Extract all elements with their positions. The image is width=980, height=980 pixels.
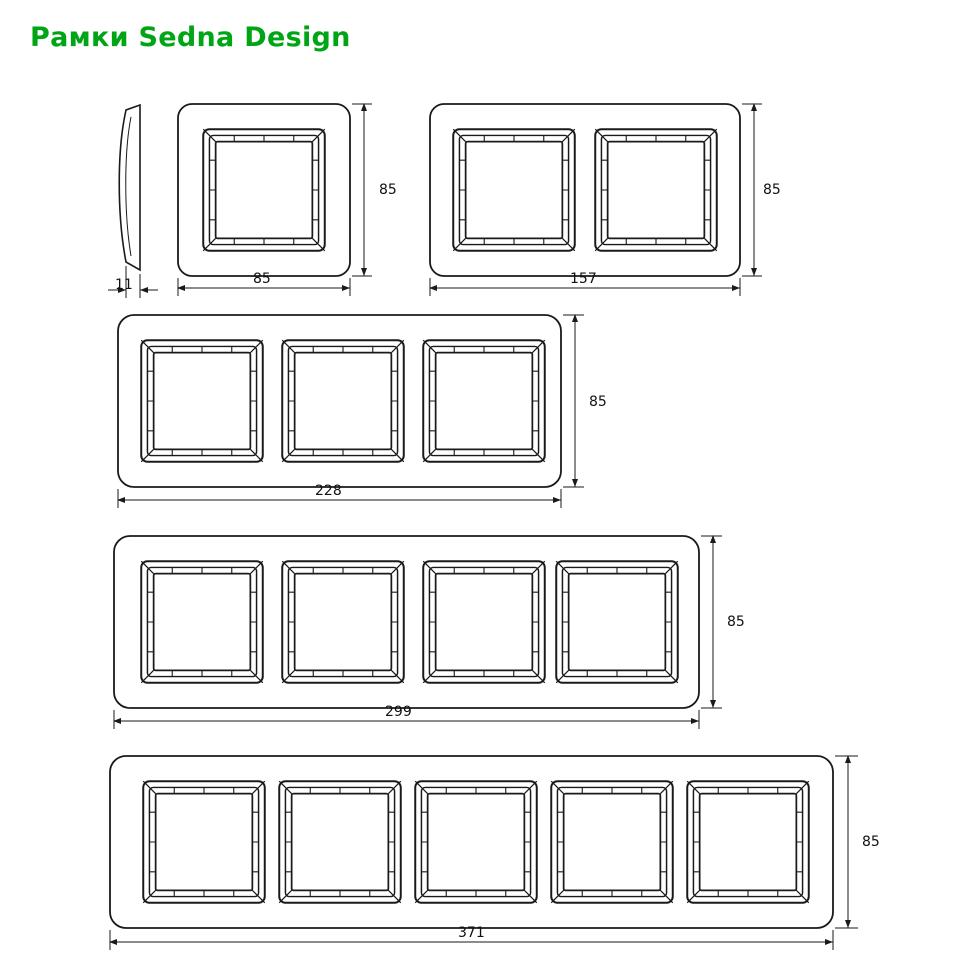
dim-label-frame2-width: 157	[570, 271, 597, 287]
dim-label-frame3-height: 85	[589, 394, 607, 410]
frame-2-post	[430, 104, 740, 276]
frame-3-post	[118, 315, 561, 487]
frame-5-post	[110, 756, 833, 928]
dim-label-frame5-height: 85	[862, 834, 880, 850]
page-title: Рамки Sedna Design	[30, 22, 351, 53]
dim-label-frame1-width: 85	[253, 271, 271, 287]
frame-4-post	[114, 536, 699, 708]
dim-label-frame1-height: 85	[379, 182, 397, 198]
dim-label-frame4-height: 85	[727, 614, 745, 630]
frame-1-post	[178, 104, 350, 276]
dim-label-side-thickness: 11	[115, 277, 133, 293]
dim-label-frame4-width: 299	[385, 704, 412, 720]
dim-label-frame5-width: 371	[458, 925, 485, 941]
dim-label-frame3-width: 228	[315, 483, 342, 499]
dim-label-frame2-height: 85	[763, 182, 781, 198]
side-profile-view	[119, 105, 140, 270]
